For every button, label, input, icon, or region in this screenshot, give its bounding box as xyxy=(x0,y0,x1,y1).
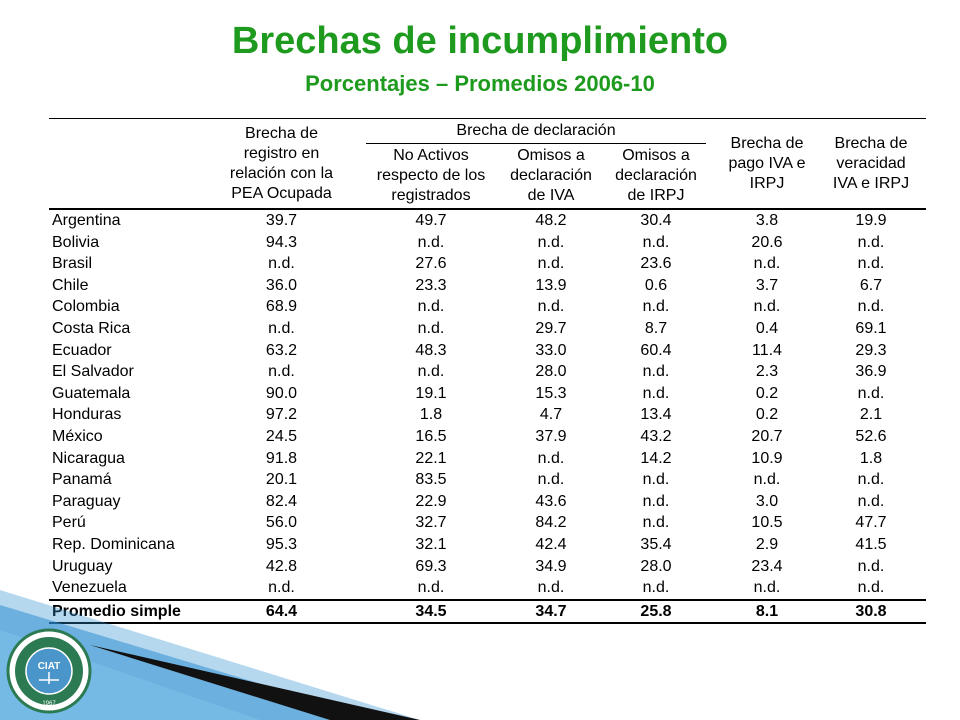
registro-cell: 90.0 xyxy=(265,384,298,402)
omisos-irpj-cell: 25.8 xyxy=(606,600,706,624)
country-cell: Chile xyxy=(52,276,89,294)
veracidad-cell: n.d. xyxy=(857,471,885,489)
column-gap xyxy=(354,512,366,534)
omisos-iva-cell: 84.2 xyxy=(535,514,567,532)
table-row xyxy=(49,209,926,232)
no-activos-cell: 22.9 xyxy=(415,492,447,510)
pago-cell: 11.4 xyxy=(752,341,782,359)
column-gap xyxy=(354,426,366,448)
header-omisos-iva: Omisos a declaración de IVA xyxy=(496,144,606,210)
no-activos-cell: 48.3 xyxy=(415,341,447,359)
country-cell: Costa Rica xyxy=(52,319,131,337)
table-row xyxy=(49,318,926,340)
country-cell: Guatemala xyxy=(52,384,131,402)
veracidad-cell: 69.1 xyxy=(855,319,887,337)
header-veracidad: Brecha de veracidad IVA e IRPJ xyxy=(816,119,926,210)
omisos-irpj-cell: n.d. xyxy=(642,514,670,532)
column-gap xyxy=(354,296,366,318)
column-gap xyxy=(706,534,718,556)
pago-cell: 2.3 xyxy=(755,363,779,381)
omisos-irpj-cell: n.d. xyxy=(642,471,670,489)
column-gap xyxy=(706,404,718,426)
table-row xyxy=(49,512,926,534)
header-pago: Brecha de pago IVA e IRPJ xyxy=(718,119,816,210)
veracidad-cell: 52.6 xyxy=(855,427,887,445)
registro-cell: 94.3 xyxy=(265,233,298,251)
pago-cell: 23.4 xyxy=(751,557,783,575)
table-row xyxy=(49,340,926,362)
registro-cell: 68.9 xyxy=(265,298,298,316)
pago-cell: n.d. xyxy=(753,579,781,597)
registro-cell: n.d. xyxy=(268,255,295,273)
omisos-iva-cell: 33.0 xyxy=(535,341,567,359)
column-gap xyxy=(354,361,366,383)
column-gap xyxy=(354,318,366,340)
omisos-irpj-cell: 28.0 xyxy=(640,557,672,575)
omisos-irpj-cell: 23.6 xyxy=(640,255,672,273)
no-activos-cell: 32.1 xyxy=(415,535,447,553)
veracidad-cell: 47.7 xyxy=(855,514,887,532)
veracidad-cell: n.d. xyxy=(857,492,885,510)
table-row xyxy=(49,556,926,578)
registro-cell: 63.2 xyxy=(265,341,298,359)
column-gap xyxy=(706,426,718,448)
logo-center-text: CIAT xyxy=(37,661,61,672)
pago-cell: n.d. xyxy=(753,255,781,273)
table-row xyxy=(49,534,926,556)
no-activos-cell: 27.6 xyxy=(415,255,447,273)
registro-cell: 36.0 xyxy=(265,276,298,294)
registro-cell: 82.4 xyxy=(265,492,298,510)
table-row xyxy=(49,253,926,275)
pago-cell: 0.4 xyxy=(755,319,779,337)
no-activos-cell: n.d. xyxy=(417,579,445,597)
table-row xyxy=(49,404,926,426)
registro-cell: n.d. xyxy=(268,363,295,381)
country-cell: Perú xyxy=(52,514,86,532)
omisos-iva-cell: 37.9 xyxy=(535,427,567,445)
table-row xyxy=(49,232,926,254)
column-gap xyxy=(706,469,718,491)
no-activos-cell: n.d. xyxy=(417,298,445,316)
country-cell: Venezuela xyxy=(52,579,127,597)
column-gap xyxy=(706,383,718,405)
omisos-irpj-cell: 0.6 xyxy=(644,276,668,294)
logo-year-text: 1967 xyxy=(42,701,56,707)
omisos-irpj-cell: 30.4 xyxy=(640,212,672,229)
header-registro: Brecha de registro en relación con la PEA Ocupada xyxy=(209,119,354,210)
country-cell: Paraguay xyxy=(52,492,121,510)
registro-cell: 64.4 xyxy=(209,600,354,624)
column-gap xyxy=(354,556,366,578)
column-gap xyxy=(706,275,718,297)
no-activos-cell: n.d. xyxy=(417,233,445,251)
pago-cell: 20.7 xyxy=(751,427,783,445)
column-gap xyxy=(706,600,718,624)
veracidad-cell: 2.1 xyxy=(859,406,883,424)
omisos-iva-cell: 42.4 xyxy=(535,535,567,553)
registro-cell: 95.3 xyxy=(265,535,298,553)
column-gap xyxy=(706,318,718,340)
table-row xyxy=(49,469,926,491)
registro-cell: n.d. xyxy=(268,579,295,597)
veracidad-cell: 19.9 xyxy=(855,212,887,229)
veracidad-cell: n.d. xyxy=(857,233,885,251)
header-gap xyxy=(706,119,718,210)
no-activos-cell: 22.1 xyxy=(415,449,447,467)
column-gap xyxy=(706,361,718,383)
compliance-gaps-table xyxy=(49,118,926,624)
omisos-iva-cell: 13.9 xyxy=(535,276,567,294)
column-gap xyxy=(706,232,718,254)
veracidad-cell: n.d. xyxy=(857,298,885,316)
header-omisos-irpj: Omisos a declaración de IRPJ xyxy=(606,144,706,210)
omisos-iva-cell: n.d. xyxy=(537,471,565,489)
omisos-irpj-cell: n.d. xyxy=(642,384,670,402)
veracidad-cell: 36.9 xyxy=(855,363,887,381)
no-activos-cell: n.d. xyxy=(417,363,445,381)
column-gap xyxy=(354,491,366,513)
column-gap xyxy=(706,448,718,470)
pago-cell: 2.9 xyxy=(755,535,779,553)
header-declaracion-group: Brecha de declaración xyxy=(366,119,706,144)
registro-cell: 56.0 xyxy=(265,514,298,532)
omisos-iva-cell: n.d. xyxy=(537,255,565,273)
omisos-irpj-cell: 43.2 xyxy=(640,427,672,445)
registro-cell: 42.8 xyxy=(265,557,298,575)
country-cell: Colombia xyxy=(52,298,120,316)
omisos-iva-cell: n.d. xyxy=(537,449,565,467)
registro-cell: 20.1 xyxy=(265,471,298,489)
veracidad-cell: 6.7 xyxy=(859,276,883,294)
pago-cell: 3.7 xyxy=(755,276,779,294)
column-gap xyxy=(354,275,366,297)
column-gap xyxy=(354,383,366,405)
column-gap xyxy=(354,253,366,275)
omisos-irpj-cell: n.d. xyxy=(642,579,670,597)
omisos-iva-cell: 4.7 xyxy=(539,406,563,424)
table-row xyxy=(49,491,926,513)
registro-cell: 91.8 xyxy=(265,449,298,467)
country-cell: Argentina xyxy=(52,212,121,229)
column-gap xyxy=(706,340,718,362)
page-subtitle: Porcentajes – Promedios 2006-10 xyxy=(305,71,655,96)
header-no-activos: No Activos respecto de los registrados xyxy=(366,144,496,210)
no-activos-cell: 16.5 xyxy=(415,427,447,445)
no-activos-cell: 23.3 xyxy=(415,276,447,294)
omisos-irpj-cell: 13.4 xyxy=(640,406,672,424)
no-activos-cell: n.d. xyxy=(417,319,445,337)
no-activos-cell: 19.1 xyxy=(415,384,447,402)
no-activos-cell: 83.5 xyxy=(415,471,447,489)
omisos-irpj-cell: 60.4 xyxy=(640,341,672,359)
country-cell: Brasil xyxy=(52,255,93,273)
country-cell: México xyxy=(52,427,103,445)
country-cell: Rep. Dominicana xyxy=(52,535,175,553)
pago-cell: n.d. xyxy=(753,298,781,316)
ciat-logo xyxy=(6,628,92,714)
column-gap xyxy=(706,491,718,513)
column-gap xyxy=(354,448,366,470)
omisos-iva-cell: n.d. xyxy=(537,233,565,251)
registro-cell: n.d. xyxy=(268,319,295,337)
omisos-iva-cell: 48.2 xyxy=(535,212,567,229)
registro-cell: 24.5 xyxy=(265,427,298,445)
column-gap xyxy=(706,296,718,318)
table-row xyxy=(49,448,926,470)
no-activos-cell: 34.5 xyxy=(366,600,496,624)
pago-cell: 3.0 xyxy=(755,492,779,510)
omisos-iva-cell: 15.3 xyxy=(535,384,567,402)
table-row xyxy=(49,296,926,318)
country-cell: Panamá xyxy=(52,471,112,489)
omisos-iva-cell: n.d. xyxy=(537,579,565,597)
column-gap xyxy=(354,404,366,426)
omisos-iva-cell: n.d. xyxy=(537,298,565,316)
country-cell: Ecuador xyxy=(52,341,112,359)
no-activos-cell: 69.3 xyxy=(415,557,447,575)
veracidad-cell: 30.8 xyxy=(816,600,926,624)
column-gap xyxy=(354,232,366,254)
no-activos-cell: 32.7 xyxy=(415,514,447,532)
omisos-irpj-cell: 8.7 xyxy=(644,319,668,337)
column-gap xyxy=(354,469,366,491)
table-body xyxy=(49,209,926,623)
pago-cell: 10.5 xyxy=(751,514,783,532)
omisos-iva-cell: 34.7 xyxy=(496,600,606,624)
omisos-iva-cell: 34.9 xyxy=(535,557,567,575)
country-cell: Bolivia xyxy=(52,233,100,251)
column-gap xyxy=(706,512,718,534)
no-activos-cell: 1.8 xyxy=(419,406,443,424)
column-gap xyxy=(706,577,718,600)
omisos-irpj-cell: 14.2 xyxy=(640,449,672,467)
header-gap xyxy=(354,119,366,210)
table-row xyxy=(49,361,926,383)
registro-cell: 97.2 xyxy=(265,406,298,424)
column-gap xyxy=(706,253,718,275)
country-cell: El Salvador xyxy=(52,363,134,381)
column-gap xyxy=(354,209,366,232)
pago-cell: 20.6 xyxy=(751,233,783,251)
column-gap xyxy=(706,556,718,578)
page-title: Brechas de incumplimiento xyxy=(231,20,729,62)
column-gap xyxy=(354,340,366,362)
registro-cell: 39.7 xyxy=(265,212,298,229)
omisos-iva-cell: 29.7 xyxy=(535,319,567,337)
omisos-iva-cell: 28.0 xyxy=(535,363,567,381)
table-row xyxy=(49,275,926,297)
column-gap xyxy=(706,209,718,232)
veracidad-cell: 41.5 xyxy=(855,535,887,553)
pago-cell: 8.1 xyxy=(718,600,816,624)
veracidad-cell: n.d. xyxy=(857,384,885,402)
pago-cell: 0.2 xyxy=(755,384,779,402)
omisos-irpj-cell: n.d. xyxy=(642,298,670,316)
country-cell: Promedio simple xyxy=(49,600,209,624)
veracidad-cell: 1.8 xyxy=(859,449,883,467)
table-row xyxy=(49,383,926,405)
table-row xyxy=(49,426,926,448)
veracidad-cell: 29.3 xyxy=(855,341,887,359)
omisos-irpj-cell: n.d. xyxy=(642,363,670,381)
column-gap xyxy=(354,534,366,556)
country-cell: Honduras xyxy=(52,406,122,424)
pago-cell: 0.2 xyxy=(755,406,779,424)
header-row-top xyxy=(49,119,926,144)
country-cell: Nicaragua xyxy=(52,449,125,467)
veracidad-cell: n.d. xyxy=(857,557,885,575)
pago-cell: 10.9 xyxy=(751,449,783,467)
omisos-iva-cell: 43.6 xyxy=(535,492,567,510)
header-country-corner xyxy=(49,119,209,210)
pago-cell: n.d. xyxy=(753,471,781,489)
veracidad-cell: n.d. xyxy=(857,579,885,597)
omisos-irpj-cell: n.d. xyxy=(642,492,670,510)
omisos-irpj-cell: 35.4 xyxy=(640,535,672,553)
veracidad-cell: n.d. xyxy=(857,255,885,273)
country-cell: Uruguay xyxy=(52,557,113,575)
no-activos-cell: 49.7 xyxy=(415,212,447,229)
pago-cell: 3.8 xyxy=(755,212,779,229)
omisos-irpj-cell: n.d. xyxy=(642,233,670,251)
